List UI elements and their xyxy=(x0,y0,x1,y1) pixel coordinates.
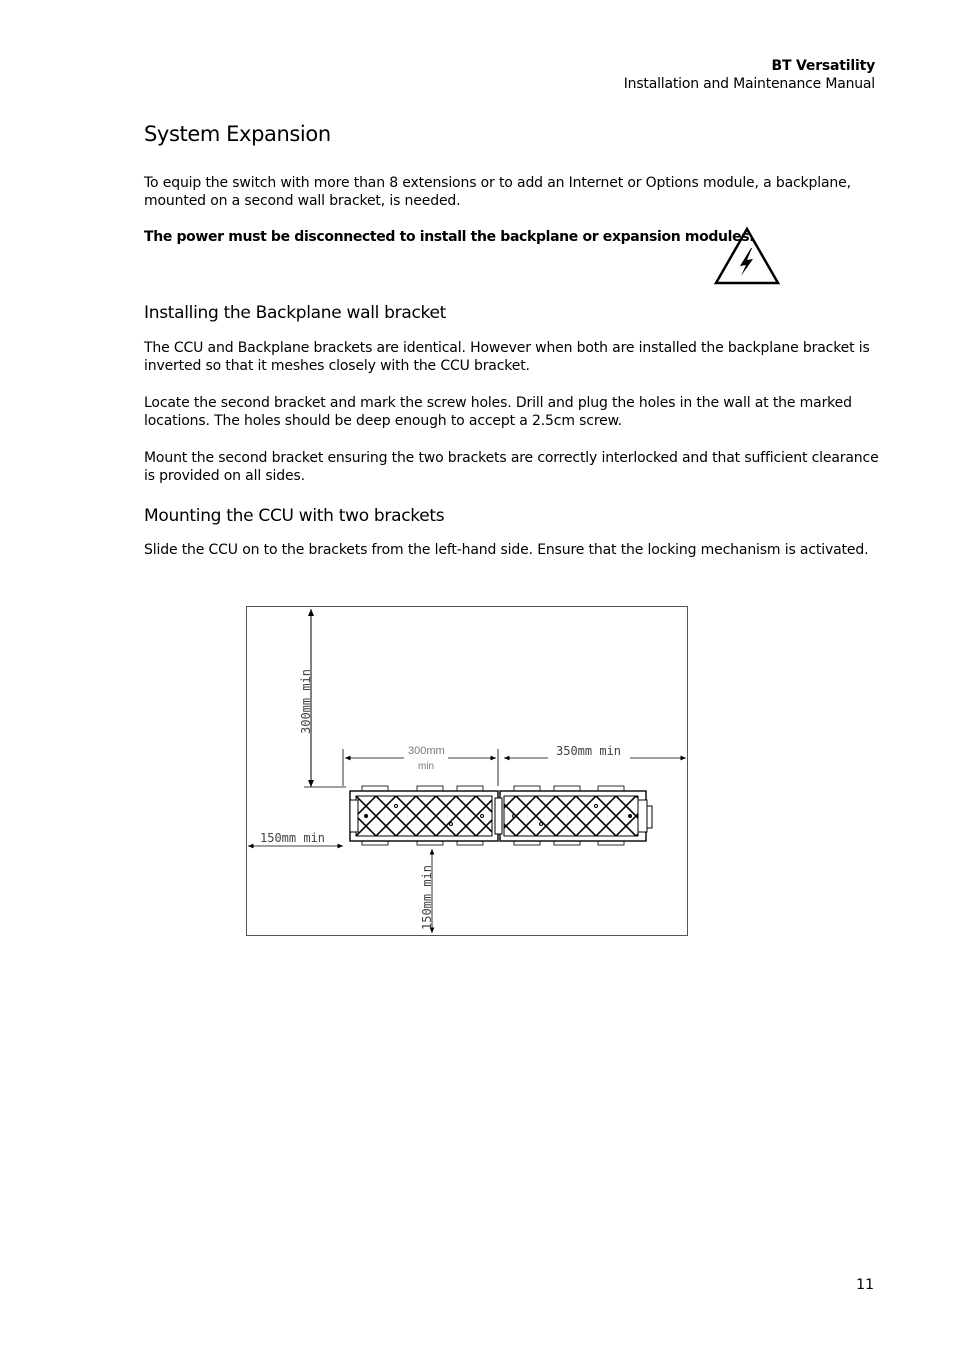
page-number: 11 xyxy=(856,1277,874,1293)
top-clearance-label: 300mm min xyxy=(299,668,313,734)
backplane-bracket xyxy=(500,786,652,845)
installing-paragraph-1: The CCU and Backplane brackets are identical. However when both are installed the backplane bracket is inverted so that it meshes closely with the CCU bracket. xyxy=(144,340,870,374)
installing-paragraph-3: Mount the second bracket ensuring the two brackets are correctly interlocked and that sufficient clearance is provided on all sides. xyxy=(144,450,879,484)
document-subtitle: Installation and Maintenance Manual xyxy=(623,76,875,92)
left-clearance-label: 150mm min xyxy=(260,831,326,845)
between-clearance-dimension xyxy=(343,745,498,786)
mounting-paragraph: Slide the CCU on to the brackets from the left-hand side. Ensure that the locking mechanism is activated. xyxy=(144,542,869,558)
bottom-clearance-dimension xyxy=(420,849,434,933)
installing-heading: Installing the Backplane wall bracket xyxy=(144,303,446,323)
bottom-clearance-label: 150mm min xyxy=(420,864,434,930)
installing-paragraph-2: Locate the second bracket and mark the screw holes. Drill and plug the holes in the wall at the marked locations. The holes should be deep enough to accept a 2.5cm screw. xyxy=(144,395,852,429)
right-clearance-dimension xyxy=(504,744,686,758)
mounting-heading: Mounting the CCU with two brackets xyxy=(144,506,445,526)
between-clearance-label: 300mm xyxy=(408,745,445,757)
left-clearance-dimension xyxy=(248,831,343,846)
section-title: System Expansion xyxy=(144,122,331,146)
electrical-hazard-icon xyxy=(713,226,781,286)
between-clearance-unit: min xyxy=(418,761,435,772)
document-brand: BT Versatility xyxy=(771,58,875,74)
ccu-bracket xyxy=(350,786,498,845)
power-warning-text: The power must be disconnected to install the backplane or expansion modules. xyxy=(144,229,755,245)
right-clearance-label: 350mm min xyxy=(556,744,622,758)
intro-paragraph: To equip the switch with more than 8 extensions or to add an Internet or Options module, a backplane, mounted on a second wall bracket, is needed. xyxy=(144,175,851,209)
diagram-frame xyxy=(247,607,688,936)
bracket-interlock xyxy=(495,798,502,834)
top-clearance-dimension xyxy=(299,609,346,787)
bracket-clearance-diagram xyxy=(246,606,688,936)
